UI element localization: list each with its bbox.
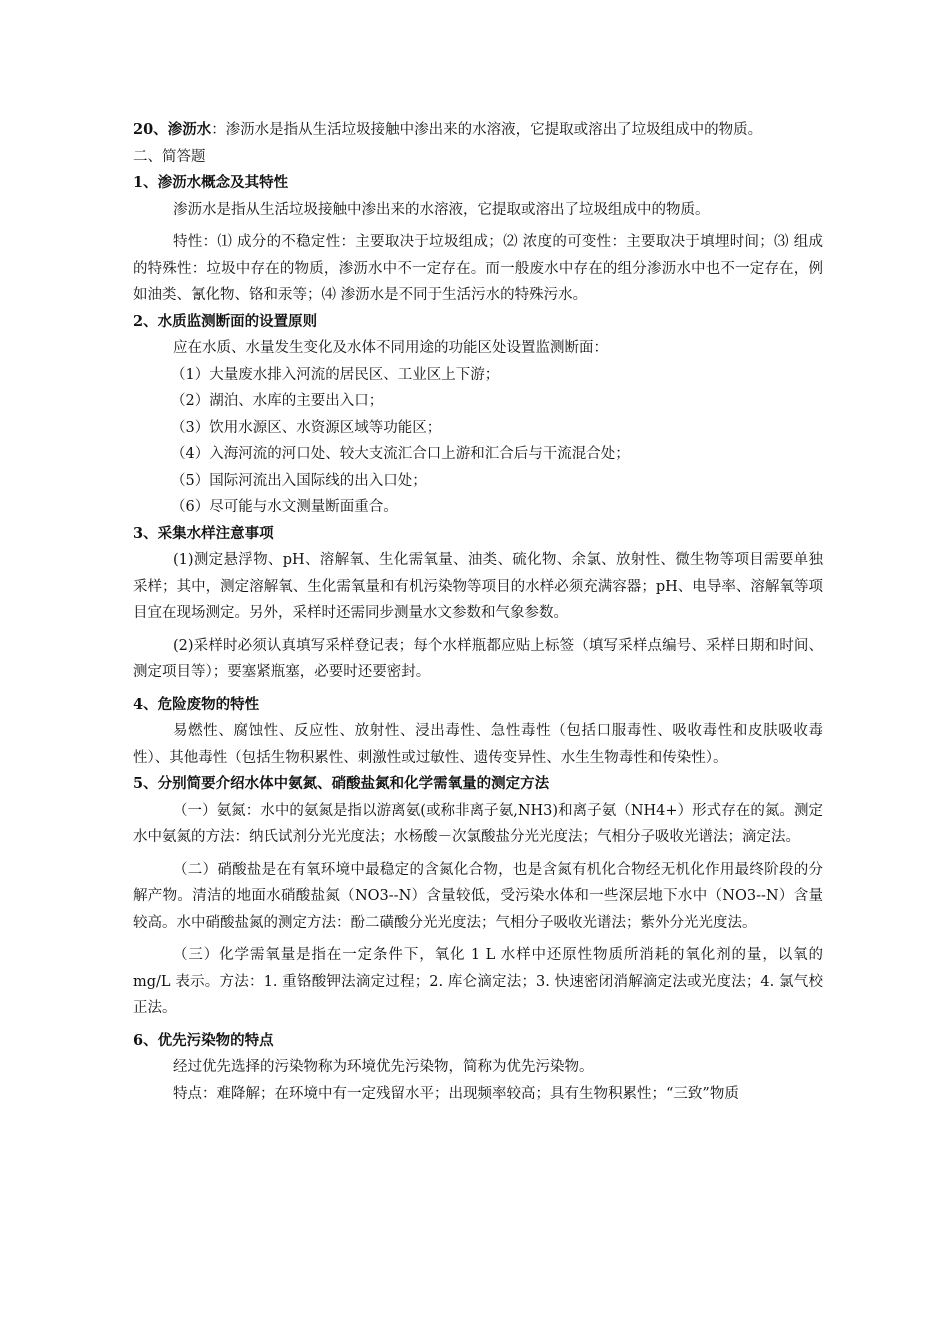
q1-paragraph-2: 特性：⑴ 成分的不稳定性：主要取决于垃圾组成；⑵ 浓度的可变性：主要取决于填埋时间；⑶ 组成的特殊性：垃圾中存在的物质，渗沥水中不一定存在。而一般废水中存在的组分渗沥水中也不一定存在，例如油类、氰化物、铬和汞等；⑷ 渗沥水是不同于生活污水的特殊污水。: [133, 234, 823, 303]
q2-list-item: （6）尽可能与水文测量断面重合。: [171, 499, 398, 515]
q1-paragraph-1: 渗沥水是指从生活垃圾接触中渗出来的水溶液，它提取或溶出了垃圾组成中的物质。: [173, 201, 710, 218]
part-2-heading: 二、简答题: [133, 148, 206, 165]
q2-list-item: （5）国际河流出入国际线的出入口处；: [171, 472, 427, 489]
q6-heading: 6、优先污染物的特点: [133, 1031, 274, 1049]
q5-heading: 5、分别简要介绍水体中氨氮、硝酸盐氮和化学需氧量的测定方法: [133, 775, 550, 792]
q2-list-item: （4）入海河流的河口处、较大支流汇合口上游和汇合后与干流混合处；: [171, 446, 630, 462]
q3-paragraph-2: (2)采样时必须认真填写采样登记表；每个水样瓶都应贴上标签（填写采样点编号、采样日期和时间、测定项目等）；要塞紧瓶塞，必要时还要密封。: [133, 637, 823, 680]
q2-list-item: （2）湖泊、水库的主要出入口；: [171, 393, 384, 409]
q5-paragraph-2: （二）硝酸盐是在有氧环境中最稳定的含氮化合物，也是含氮有机化合物经无机化作用最终阶段的分解产物。清洁的地面水硝酸盐氮（NO3--N）含量较低，受污染水体和一些深层地下水中（NO3--N）含量较高。水中硝酸盐氮的测定方法：酚二磺酸分光光度法；气相分子吸收光谱法；紫外分光光度法。: [133, 861, 823, 931]
q6-paragraph-2: 特点：难降解；在环境中有一定残留水平；出现频率较高；具有生物积累性；“三致”物质: [173, 1085, 739, 1102]
item-20-term: 20、渗沥水: [133, 121, 212, 138]
q6-paragraph-1: 经过优先选择的污染物称为环境优先污染物，简称为优先污染物。: [173, 1059, 594, 1075]
q4-paragraph-1: 易燃性、腐蚀性、反应性、放射性、浸出毒性、急性毒性（包括口服毒性、吸收毒性和皮肤吸收毒性）、其他毒性（包括生物积累性、刺激性或过敏性、遗传变异性、水生生物毒性和传染性）。: [133, 723, 823, 766]
q5-paragraph-1: （一）氨氮：水中的氨氮是指以游离氨(或称非离子氨,NH3)和离子氨（NH4+）形式存在的氮。测定水中氨氮的方法：纳氏试剂分光光度法；水杨酸－次氯酸盐分光光度法；气相分子吸收光谱法；滴定法。: [133, 802, 823, 845]
q1-heading: 1、渗沥水概念及其特性: [133, 174, 289, 191]
q2-heading: 2、水质监测断面的设置原则: [133, 312, 318, 330]
q2-intro: 应在水质、水量发生变化及水体不同用途的功能区处设置监测断面：: [173, 340, 608, 356]
q3-heading: 3、采集水样注意事项: [133, 524, 274, 542]
q2-list-item: （1）大量废水排入河流的居民区、工业区上下游；: [171, 366, 500, 383]
item-20-paragraph: [133, 117, 823, 144]
q3-paragraph-1: (1)测定悬浮物、pH、溶解氧、生化需氧量、油类、硫化物、余氯、放射性、微生物等项目需要单独采样；其中，测定溶解氧、生化需氧量和有机污染物等项目的水样必须充满容器；pH、电导率、溶解氧等项目宜在现场测定。另外，采样时还需同步测量水文参数和气象参数。: [133, 552, 823, 621]
q4-heading: 4、危险废物的特性: [133, 695, 260, 713]
document-content: [133, 117, 823, 1107]
q2-list-item: （3）饮用水源区、水资源区域等功能区；: [171, 419, 442, 436]
q5-paragraph-3: （三）化学需氧量是指在一定条件下，氧化 1 L 水样中还原性物质所消耗的氧化剂的量，以氧的mg/L 表示。方法：1. 重铬酸钾法滴定过程；2. 库仑滴定法；3. 快速密闭消解滴定法或光度法；4. 氯气校正法。: [133, 947, 823, 1016]
item-20-definition: ：渗沥水是指从生活垃圾接触中渗出来的水溶液，它提取或溶出了垃圾组成中的物质。: [211, 122, 763, 138]
